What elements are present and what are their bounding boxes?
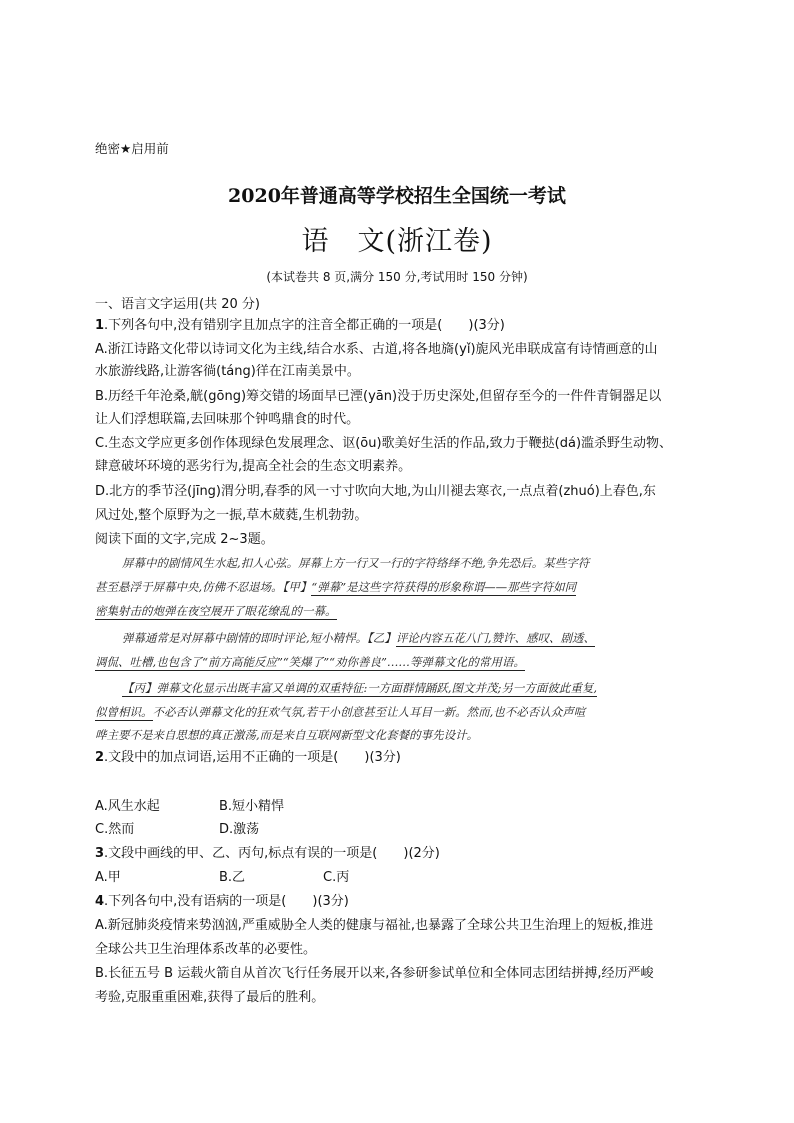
q4-option-a-line1: A.新冠肺炎疫情来势汹汹,严重威胁全人类的健康与福祉,也暴露了全球公共卫生治理上的短板,推进 bbox=[95, 918, 654, 933]
q1-option-a-line2: 水旅游线路,让游客徜(táng)徉在江南美景中。 bbox=[95, 364, 360, 379]
reading-intro: 阅读下面的文字,完成 2~3题。 bbox=[95, 532, 274, 547]
sentence-bing-underlined: 【丙】弹幕文化显示出既丰富又单调的双重特征:一方面群情踊跃,图文并茂;另一方面彼此重复, bbox=[122, 681, 598, 695]
passage-p3-line3: 哗主要不是来自思想的真正激荡,而是来自互联网新型文化套餐的事先设计。 bbox=[95, 728, 479, 742]
sentence-jia-underlined: “弹幕”是这些字符获得的形象称谓——那些字符如同 bbox=[311, 580, 577, 594]
exam-note: (本试卷共 8 页,满分 150 分,考试用时 150 分钟) bbox=[266, 270, 528, 284]
q3-stem bbox=[95, 844, 440, 863]
section-heading: 一、语言文字运用(共 20 分) bbox=[95, 297, 260, 312]
q3-option-c: C.丙 bbox=[323, 870, 350, 885]
q1-option-c-line2: 肆意破坏环境的恶劣行为,提高全社会的生态文明素养。 bbox=[95, 459, 412, 474]
q4-number: 4 bbox=[95, 894, 105, 909]
passage-p3-line2-text: 不必否认弹幕文化的狂欢气氛,若干小创意甚至让人耳目一新。然而,也不必否认众声喧 bbox=[152, 705, 586, 719]
q2-stem bbox=[95, 748, 401, 767]
sentence-yi-underlined: 评论内容五花八门,赞许、感叹、剧透、 bbox=[395, 631, 596, 645]
passage-p1-line3 bbox=[95, 600, 715, 622]
q2-option-d: D.激荡 bbox=[219, 822, 260, 837]
q4-text: .下列各句中,没有语病的一项是( )(3分) bbox=[104, 894, 349, 909]
passage-p1-line2-text: 甚至悬浮于屏幕中央,仿佛不忍退场。【甲】 bbox=[95, 580, 312, 594]
q3-text: .文段中画线的甲、乙、丙句,标点有误的一项是( )(2分) bbox=[104, 846, 440, 861]
q1-option-d-line1: D.北方的季节泾(jīng)渭分明,春季的风一寸寸吹向大地,为山川褪去寒衣,一点点着(zhuó)上春色,东 bbox=[95, 484, 656, 499]
q3-option-a: A.甲 bbox=[95, 870, 121, 885]
sentence-yi-underlined-end: 调侃、吐槽,也包含了“前方高能反应”“笑爆了”“劝你善良”……等弹幕文化的常用语。 bbox=[95, 655, 525, 669]
q3-option-b: B.乙 bbox=[219, 870, 246, 885]
passage-p2-line2 bbox=[95, 651, 715, 673]
q4-option-a-line2: 全球公共卫生治理体系改革的必要性。 bbox=[95, 942, 317, 957]
q2-option-c: C.然而 bbox=[95, 822, 135, 837]
passage-p1-line2 bbox=[95, 576, 715, 598]
q1-stem bbox=[95, 316, 505, 335]
sentence-bing-underlined-end: 似曾相识。 bbox=[95, 705, 153, 719]
q2-option-b: B.短小精悍 bbox=[219, 799, 285, 814]
q3-number: 3 bbox=[95, 846, 105, 861]
passage-p1-line1: 屏幕中的剧情风生水起,扣人心弦。屏幕上方一行又一行的字符络绎不绝,争先恐后。某些字符 bbox=[122, 556, 590, 570]
q2-text: .文段中的加点词语,运用不正确的一项是( )(3分) bbox=[104, 750, 401, 765]
q1-number: 1 bbox=[95, 318, 105, 333]
q1-option-b-line2: 让人们浮想联篇,去回味那个钟鸣鼎食的时代。 bbox=[95, 412, 360, 427]
q2-number: 2 bbox=[95, 750, 105, 765]
q1-option-b-line1: B.历经千年沧桑,觥(gōng)筹交错的场面早已湮(yān)没于历史深处,但留存至今的一件件青铜器足以 bbox=[95, 389, 662, 404]
q1-option-a-line1: A.浙江诗路文化带以诗词文化为主线,结合水系、古道,将各地旖(yǐ)旎风光串联成富有诗情画意的山 bbox=[95, 342, 658, 357]
q1-option-c-line1: C.生态文学应更多创作体现绿色发展理念、讴(ōu)歌美好生活的作品,致力于鞭挞(dá)滥杀野生动物、 bbox=[95, 436, 673, 451]
passage-p2-line1 bbox=[122, 627, 742, 649]
q1-option-d-line2: 风过处,整个原野为之一振,草木葳蕤,生机勃勃。 bbox=[95, 508, 368, 523]
q4-stem bbox=[95, 892, 349, 911]
passage-p3-line2 bbox=[95, 701, 715, 723]
q4-option-b-line1: B.长征五号 B 运载火箭自从首次飞行任务展开以来,各参研参试单位和全体同志团结拼搏,经历严峻 bbox=[95, 966, 654, 981]
q4-option-b-line2: 考验,克服重重困难,获得了最后的胜利。 bbox=[95, 990, 325, 1005]
subject-title: 语 文(浙江卷) bbox=[301, 226, 493, 257]
passage-p2-line1-text: 弹幕通常是对屏幕中剧情的即时评论,短小精悍。【乙】 bbox=[122, 631, 396, 645]
q2-option-a: A.风生水起 bbox=[95, 799, 160, 814]
q1-text: .下列各句中,没有错别字且加点字的注音全都正确的一项是( )(3分) bbox=[104, 318, 505, 333]
sentence-jia-underlined-end: 密集射击的炮弹在夜空展开了眼花缭乱的一幕。 bbox=[95, 604, 337, 618]
passage-p3-line1 bbox=[122, 677, 742, 699]
confidential-mark: 绝密★启用前 bbox=[95, 141, 169, 156]
exam-title: 2020年普通高等学校招生全国统一考试 bbox=[228, 185, 566, 207]
